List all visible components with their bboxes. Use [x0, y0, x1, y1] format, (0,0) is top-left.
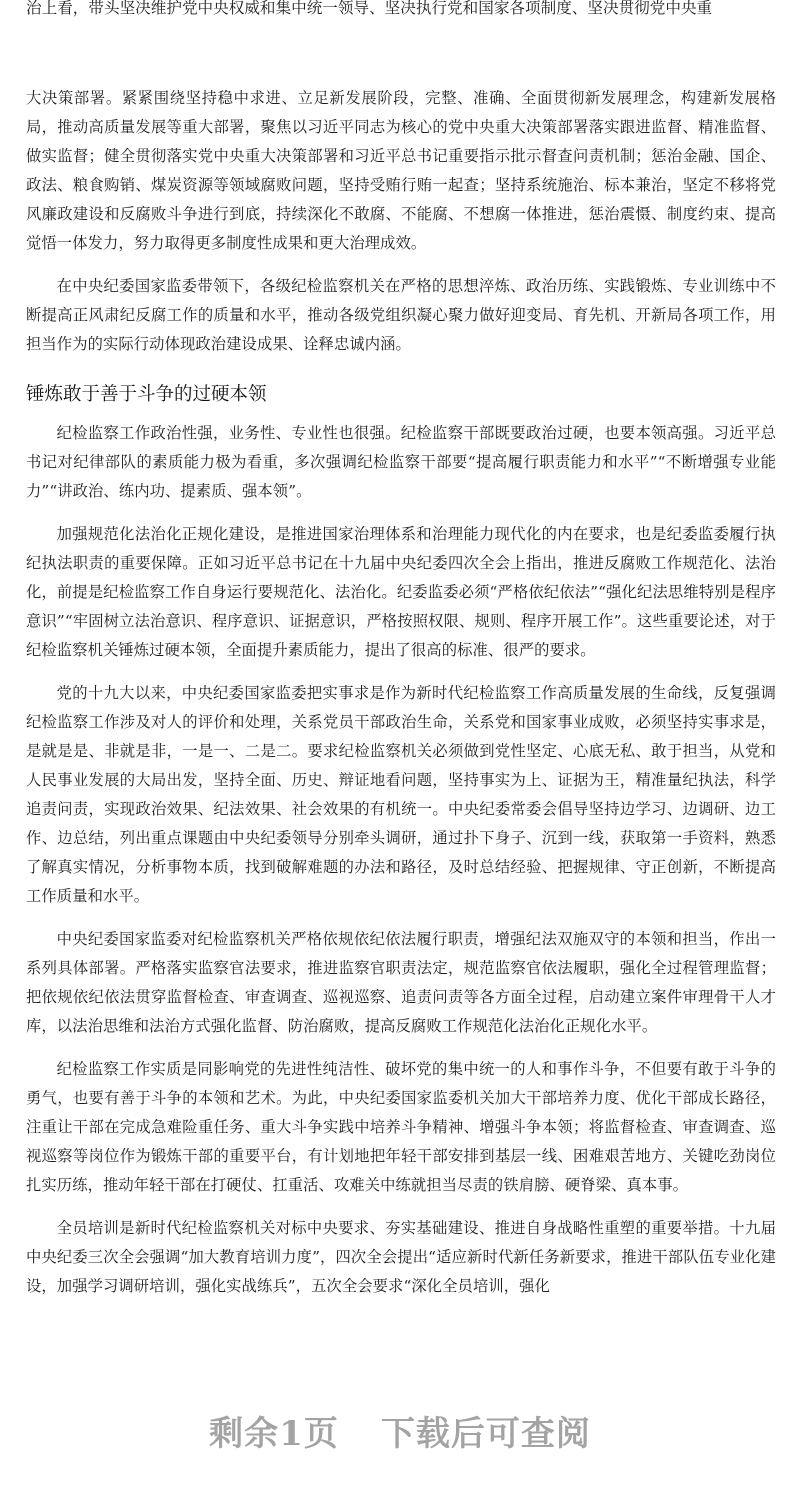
- paragraph: 全员培训是新时代纪检监察机关对标中央要求、夯实基础建设、推进自身战略性重塑的重要举措。十九届中央纪委三次全会强调“加大教育培训力度”，四次全会提出“适应新时代新任务新要求，推进干部队伍专业化建设，加强学习调研培训，强化实战练兵”，五次全会要求“深化全员培训，强化: [26, 1219, 776, 1295]
- article-body: [26, 84, 776, 1315]
- paragraph: 在中央纪委国家监委带领下，各级纪检监察机关在严格的思想淬炼、政治历练、实践锻炼、专业训练中不断提高正风肃纪反腐工作的质量和水平，推动各级党组织凝心聚力做好迎变局、育先机、开新局各项工作，用担当作为的实际行动体现政治建设成果、诠释忠诚内涵。: [26, 277, 776, 353]
- paragraph: 纪检监察工作政治性强，业务性、专业性也很强。纪检监察干部既要政治过硬，也要本领高强。习近平总书记对纪律部队的素质能力极为看重，多次强调纪检监察干部要“提高履行职责能力和水平”“不断增强专业能力”“讲政治、练内功、提素质、强本领”。: [26, 424, 776, 500]
- paragraph: 党的十九大以来，中央纪委国家监委把实事求是作为新时代纪检监察工作高质量发展的生命线，反复强调纪检监察工作涉及对人的评价和处理，关系党员干部政治生命，关系党和国家事业成败，必须坚持实事求是，是就是是、非就是非，一是一、二是二。要求纪检监察机关必须做到党性坚定、心底无私、敢于担当，从党和人民事业发展的大局出发，坚持全面、历史、辩证地看问题，坚持事实为上、证据为王，精准量纪执法，科学追责问责，实现政治效果、纪法效果、社会效果的有机统一。中央纪委常委会倡导坚持边学习、边调研、边工作、边总结，列出重点课题由中央纪委领导分别牵头调研，通过扑下身子、沉到一线，获取第一手资料，熟悉了解真实情况，分析事物本质，找到破解难题的办法和路径，及时总结经验、把握规律、守正创新，不断提高工作质量和水平。: [26, 684, 776, 905]
- remaining-pages-count: 剩余1页: [209, 1414, 339, 1454]
- paragraph: 大决策部署。紧紧围绕坚持稳中求进、立足新发展阶段，完整、准确、全面贯彻新发展理念，构建新发展格局，推动高质量发展等重大部署，聚焦以习近平同志为核心的党中央重大决策部署落实跟进监督、精准监督、做实监督；健全贯彻落实党中央重大决策部署和习近平总书记重要指示批示督查问责机制；惩治金融、国企、政法、粮食购销、煤炭资源等领域腐败问题，坚持受贿行贿一起查；坚持系统施治、标本兼治，坚定不移将党风廉政建设和反腐败斗争进行到底，持续深化不敢腐、不能腐、不想腐一体推进，惩治震慑、制度约束、提高觉悟一体发力，努力取得更多制度性成果和更大治理成效。: [26, 89, 776, 252]
- paragraph: 加强规范化法治化正规化建设，是推进国家治理体系和治理能力现代化的内在要求，也是纪委监委履行执纪执法职责的重要保障。正如习近平总书记在十九届中央纪委四次全会上指出，推进反腐败工作规范化、法治化，前提是纪检监察工作自身运行要规范化、法治化。纪委监委必须“严格依纪依法”“强化纪法思维特别是程序意识”“牢固树立法治意识、程序意识、证据意识，严格按照权限、规则、程序开展工作”。这些重要论述，对于纪检监察机关锤炼过硬本领，全面提升素质能力，提出了很高的标准、很严的要求。: [26, 525, 776, 659]
- paragraph: 中央纪委国家监委对纪检监察机关严格依规依纪依法履行职责，增强纪法双施双守的本领和担当，作出一系列具体部署。严格落实监察官法要求，推进监察官职责法定，规范监察官依法履职，强化全过程管理监督；把依规依纪依法贯穿监督检查、审查调查、巡视巡察、追责问责等各方面全过程，启动建立案件审理骨干人才库，以法治思维和法治方式强化监督、防治腐败，提高反腐败工作规范化法治化正规化水平。: [26, 930, 776, 1035]
- download-to-read-hint: 下载后可查阅: [380, 1414, 591, 1454]
- section-heading: 锤炼敢于善于斗争的过硬本领: [26, 384, 267, 405]
- paragraph: 纪检监察工作实质是同影响党的先进性纯洁性、破坏党的集中统一的人和事作斗争，不但要有敢于斗争的勇气，也要有善于斗争的本领和艺术。为此，中央纪委国家监委机关加大干部培养力度、优化干部成长路径，注重让干部在完成急难险重任务、重大斗争实践中培养斗争精神、增强斗争本领；将监督检查、审查调查、巡视巡察等岗位作为锻炼干部的重要平台，有计划地把年轻干部安排到基层一线、困难艰苦地方、关键吃劲岗位扎实历练，推动年轻干部在打硬仗、扛重活、攻难关中练就担当尽责的铁肩膀、硬脊梁、真本事。: [26, 1060, 776, 1194]
- previous-page-fragment: 治上看，带头坚决维护党中央权威和集中统一领导、坚决执行党和国家各项制度、坚决贯彻党中央重: [26, 0, 713, 17]
- remaining-pages-banner[interactable]: [0, 1410, 800, 1458]
